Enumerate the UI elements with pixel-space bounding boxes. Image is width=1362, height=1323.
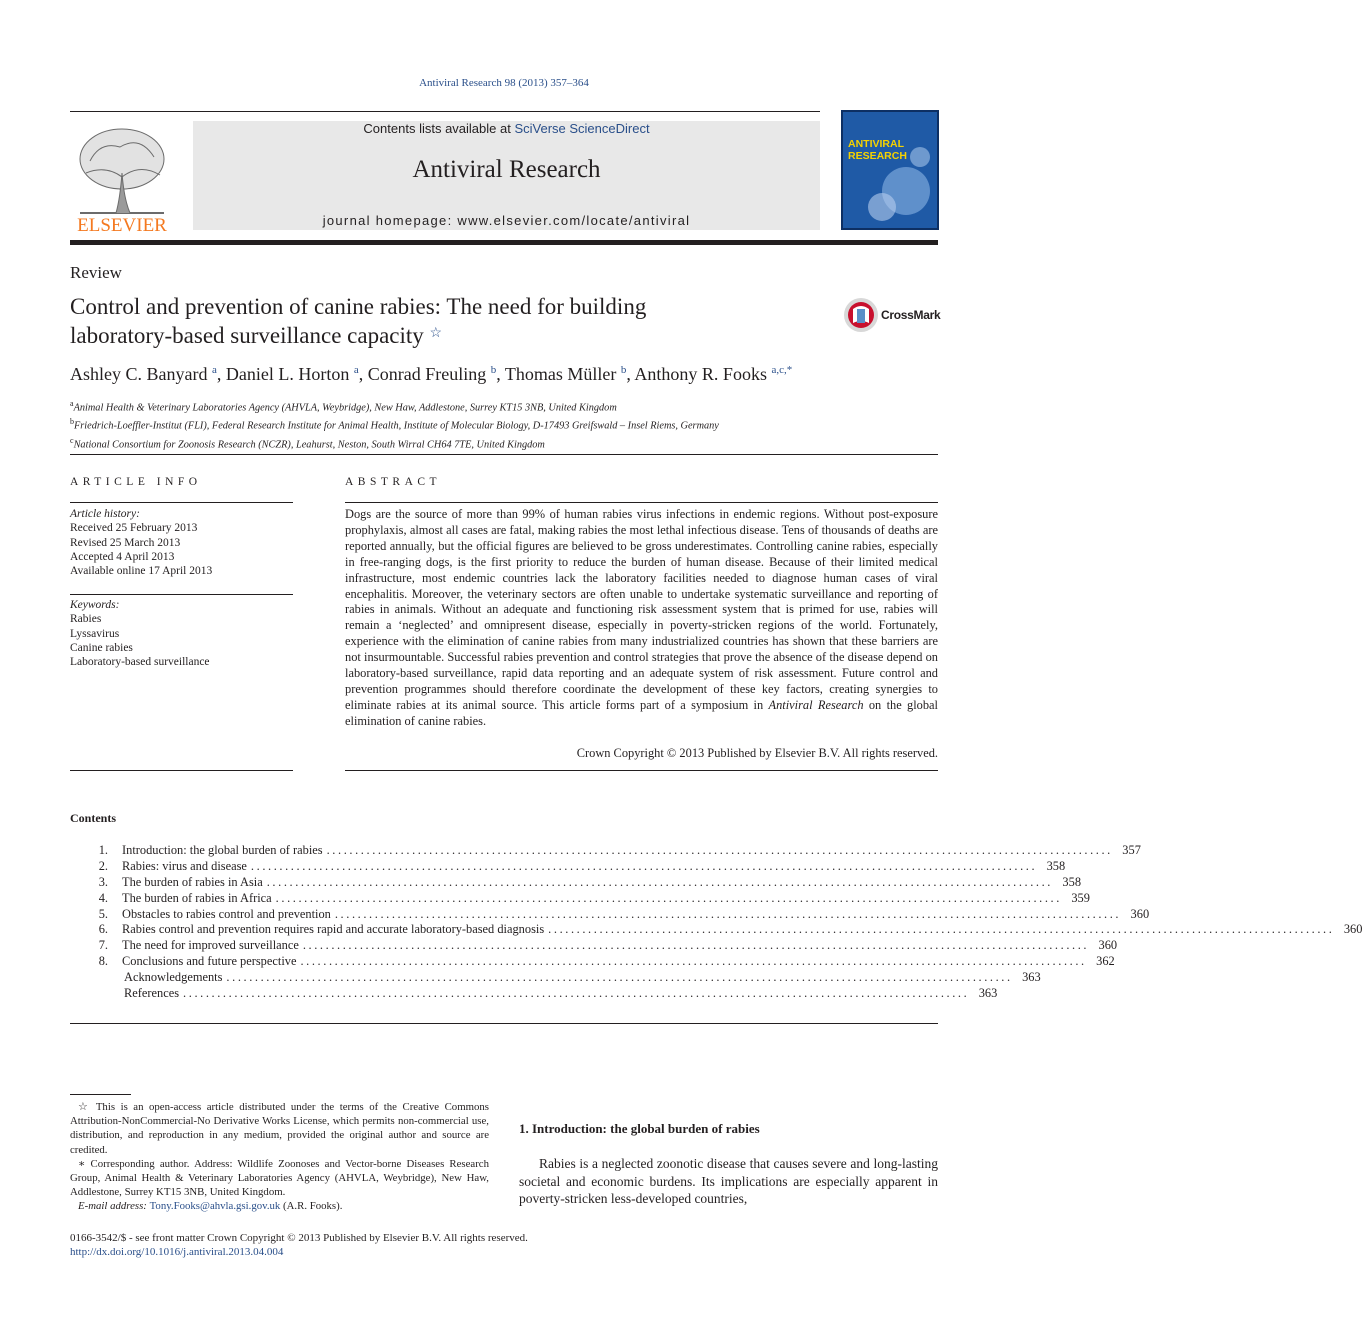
sciencedirect-link[interactable]: SciVerse ScienceDirect <box>514 121 650 136</box>
history-item: Revised 25 March 2013 <box>70 536 181 549</box>
journal-homepage[interactable]: journal homepage: www.elsevier.com/locate/antiviral <box>322 213 691 228</box>
title-footnote-mark[interactable]: ☆ <box>429 326 443 341</box>
table-of-contents <box>70 843 1362 1002</box>
toc-item[interactable]: 4. The burden of rabies in Africa .......................................................................................................................................... 359 <box>98 890 1090 905</box>
author: Conrad Freuling $^b$ <box>367 364 497 384</box>
article-info-heading: ARTICLE INFO <box>70 476 202 488</box>
contents-available-line: Contents lists available at SciVerse ScienceDirect <box>363 121 650 136</box>
toc-item[interactable]: Acknowledgements .......................................................................................................................................... 363 <box>124 970 1041 985</box>
issn-block <box>70 1231 528 1259</box>
doi-link[interactable]: http://dx.doi.org/10.1016/j.antiviral.2013.04.004 <box>70 1246 284 1258</box>
journal-cover-image <box>842 111 938 229</box>
cover-title-line1: ANTIVIRAL <box>848 138 904 150</box>
article-history: Article history: Received 25 February 2013 Revised 25 March 2013 Accepted 4 April 2013 Available online 17 April 2013 <box>70 508 213 578</box>
keywords: Keywords: Rabies Lyssavirus Canine rabies Laboratory-based surveillance <box>70 599 210 669</box>
keyword: Rabies <box>70 613 102 626</box>
history-item: Available online 17 April 2013 <box>70 565 213 578</box>
divider <box>70 454 938 455</box>
abstract-text: Dogs are the source of more than 99% of human rabies virus infections in endemic regions. Without post-exposure prophylaxis, almost all cases are fatal, making rabies the most lethal infectious disease. Tens of thousands of deaths are reported annually, but the official figures are believed to be gross underestimates. Controlling canine rabies, especially in free-ranging dogs, is the first priority to reduce the burden of human disease. Because of their limited medical infrastructure, most endemic countries lack the laboratory facilities needed to diagnose human cases of viral encephalitis. Moreover, the veterinary sectors are often unable to undertake systematic surveillance and reporting of rabies in animals. Without an adequate and functioning risk assessment system that is primed for use, rabies will remain a ‘neglected’ and omnipresent disease, especially in poverty-stricken regions of the world. Fortunately, experience with the elimination of canine rabies from many industrialized countries has shown that these barriers are not insurmountable. Successful rabies prevention and control strategies that prove the absence of the disease depend on laboratory-based surveillance, rapid data reporting and an adequate system of risk assessment. Future control and prevention programmes should therefore coordinate the development of these key factors, creating synergies to eliminate rabies at its animal source. This article forms part of a symposium in Antiviral Research on the global elimination of canine rabies. <box>345 507 938 728</box>
author: Ashley C. Banyard $^a$ <box>70 364 217 384</box>
author: Anthony R. Fooks $^{a,c,*}$ <box>634 364 793 384</box>
divider <box>345 770 938 771</box>
affiliation: $^b$Friedrich-Loeffler-Institut (FLI), Federal Research Institute for Animal Health, Institute of Molecular Biology, D-17493 Greifswald – Insel Riems, Germany <box>70 417 719 432</box>
divider <box>70 1023 938 1024</box>
email-footnote: E-mail address: Tony.Fooks@ahvla.gsi.gov.uk (A.R. Fooks). <box>78 1200 343 1213</box>
contents-heading: Contents <box>70 811 117 825</box>
header-thick-rule <box>70 240 938 245</box>
toc-item[interactable]: 5. Obstacles to rabies control and prevention .......................................................................................................................................... 360 <box>98 906 1150 921</box>
elsevier-wordmark: ELSEVIER <box>77 215 167 236</box>
article-type: Review <box>70 263 122 282</box>
corresponding-author-footnote: ∗ Corresponding author. Address: Wildlife Zoonoses and Vector-borne Diseases Research Group, Animal Health & Veterinary Laboratories Agency (AHVLA, Weybridge), New Haw, Addlestone, Surrey KT15 3NB, United Kingdom. <box>70 1157 489 1199</box>
author: Thomas Müller $^b$ <box>504 364 627 384</box>
toc-item[interactable]: 6. Rabies control and prevention requires rapid and accurate laboratory-based diagnosis .......................................................................................................................................... 360 <box>98 922 1362 937</box>
cover-title-line2: RESEARCH <box>848 150 907 162</box>
divider <box>70 594 293 595</box>
history-item: Accepted 4 April 2013 <box>70 550 175 563</box>
footnote-rule <box>70 1094 131 1095</box>
header-rule <box>70 111 820 112</box>
toc-item[interactable]: 2. Rabies: virus and disease .......................................................................................................................................... 358 <box>98 858 1066 873</box>
divider <box>70 770 293 771</box>
keyword: Canine rabies <box>70 641 133 654</box>
author: Daniel L. Horton $^a$ <box>225 364 359 384</box>
crossmark-icon <box>843 297 879 333</box>
journal-citation[interactable]: Antiviral Research 98 (2013) 357–364 <box>419 77 589 89</box>
toc-item[interactable]: References .......................................................................................................................................... 363 <box>124 986 998 1001</box>
history-item: Received 25 February 2013 <box>70 522 198 535</box>
crossmark-label: CrossMark <box>881 308 941 322</box>
affiliations <box>70 397 719 452</box>
crossmark-badge[interactable] <box>843 297 943 333</box>
affiliation: $^a$Animal Health & Veterinary Laboratories Agency (AHVLA, Weybridge), New Haw, Addlestone, Surrey KT15 3NB, United Kingdom <box>70 399 617 414</box>
toc-item[interactable]: 7. The need for improved surveillance .......................................................................................................................................... 360 <box>98 938 1118 953</box>
section-heading: 1. Introduction: the global burden of rabies <box>519 1121 760 1136</box>
tree-icon <box>80 129 164 213</box>
issn-line: 0166-3542/$ - see front matter Crown Copyright © 2013 Published by Elsevier B.V. All rights reserved. <box>70 1232 528 1244</box>
open-access-footnote: ☆ This is an open-access article distributed under the terms of the Creative Commons Attribution-NonCommercial-No Derivative Works License, which permits non-commercial use, distribution, and reproduction in any medium, provided the original author and source are credited. <box>70 1101 489 1156</box>
intro-paragraph: Rabies is a neglected zoonotic disease that causes severe and long-lasting societal and economic burdens. Its implications are especially apparent in poverty-stricken less-developed countries, <box>519 1156 938 1207</box>
author-list: Ashley C. Banyard $^a$, Daniel L. Horton $^a$, Conrad Freuling $^b$, Thomas Müller $^b$, Anthony R. Fooks $^{a,c,*}$ <box>70 364 793 384</box>
email-link[interactable]: Tony.Fooks@ahvla.gsi.gov.uk <box>149 1200 281 1213</box>
article-title: Control and prevention of canine rabies: The need for building laboratory-based surveillance capacity ☆ <box>70 294 647 348</box>
divider <box>70 502 293 503</box>
footnotes <box>70 1100 489 1214</box>
toc-item[interactable]: 1. Introduction: the global burden of rabies .......................................................................................................................................... 357 <box>98 843 1141 857</box>
abstract-heading: ABSTRACT <box>345 476 442 488</box>
keyword: Lyssavirus <box>70 627 120 640</box>
toc-item[interactable]: 8. Conclusions and future perspective .......................................................................................................................................... 362 <box>98 954 1115 969</box>
abstract-copyright: Crown Copyright © 2013 Published by Elsevier B.V. All rights reserved. <box>576 746 938 760</box>
toc-item[interactable]: 3. The burden of rabies in Asia .......................................................................................................................................... 358 <box>98 874 1082 889</box>
divider <box>345 502 938 503</box>
keyword: Laboratory-based surveillance <box>70 656 210 669</box>
affiliation: $^c$National Consortium for Zoonosis Research (NCZR), Leahurst, Neston, South Wirral CH64 7TE, United Kingdom <box>70 435 545 451</box>
elsevier-logo <box>70 121 174 236</box>
journal-title: Antiviral Research <box>412 156 601 183</box>
